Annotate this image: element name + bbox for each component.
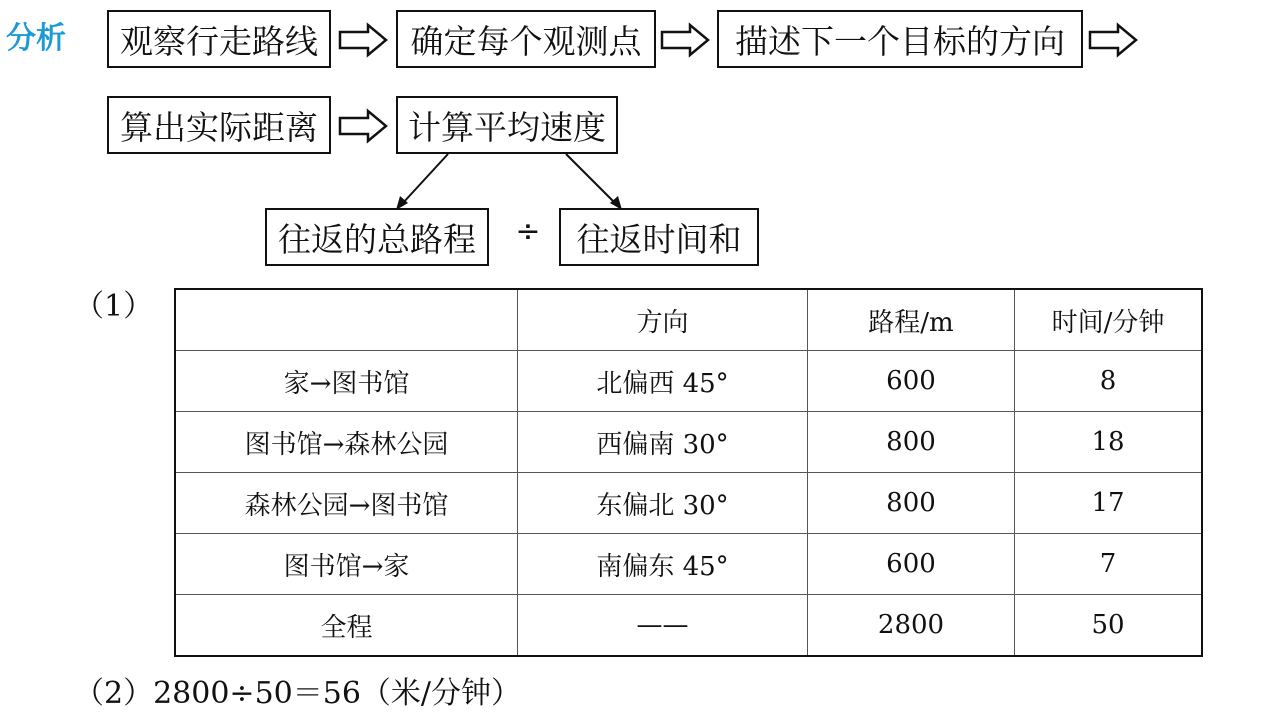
table-header-time: 时间/分钟: [1015, 289, 1203, 351]
table-cell-distance: 800: [808, 473, 1015, 534]
table-cell-distance: 2800: [808, 595, 1015, 657]
table-cell-time: 50: [1015, 595, 1203, 657]
table-row-total: [175, 595, 1202, 657]
flow-step-determine-points: 确定每个观测点: [396, 10, 656, 68]
table-header-distance: 路程/m: [808, 289, 1015, 351]
table-cell-segment: 森林公园→图书馆: [175, 473, 518, 534]
part2-answer: （2）2800÷50＝56（米/分钟）: [74, 676, 522, 711]
part1-label: （1）: [74, 289, 154, 324]
table-cell-time: 18: [1015, 412, 1203, 473]
table-cell-direction: 南偏东 45°: [518, 534, 808, 595]
table-cell-distance: 600: [808, 534, 1015, 595]
table-row: [175, 351, 1202, 412]
table-cell-distance: 600: [808, 351, 1015, 412]
table-header-direction: 方向: [518, 289, 808, 351]
table-cell-time: 8: [1015, 351, 1203, 412]
table-cell-time: 17: [1015, 473, 1203, 534]
division-sign: ÷: [515, 214, 541, 249]
flow-step-actual-distance: 算出实际距离: [107, 96, 331, 154]
flow-arrow-2: [660, 22, 712, 58]
flow-arrow-4: [338, 108, 390, 144]
table-row: [175, 473, 1202, 534]
table-cell-distance: 800: [808, 412, 1015, 473]
table-cell-direction: 北偏西 45°: [518, 351, 808, 412]
table-header-row: [175, 289, 1202, 351]
table-header-cell: [175, 289, 518, 351]
flow-step-total-distance: 往返的总路程: [265, 208, 489, 266]
analysis-label: 分析: [6, 21, 66, 56]
table-cell-direction: 东偏北 30°: [518, 473, 808, 534]
flow-step-observe-route: 观察行走路线: [107, 10, 331, 68]
table-cell-segment: 图书馆→家: [175, 534, 518, 595]
flow-step-average-speed: 计算平均速度: [396, 96, 618, 154]
flow-arrow-1: [338, 22, 390, 58]
table-cell-segment: 全程: [175, 595, 518, 657]
branch-arrows: [380, 150, 640, 212]
table-row: [175, 534, 1202, 595]
route-table: [174, 288, 1203, 657]
table-cell-direction: 西偏南 30°: [518, 412, 808, 473]
flow-step-total-time: 往返时间和: [559, 208, 759, 266]
table-cell-direction: ——: [518, 595, 808, 657]
table-row: [175, 412, 1202, 473]
table-cell-time: 7: [1015, 534, 1203, 595]
table-cell-segment: 家→图书馆: [175, 351, 518, 412]
table-cell-segment: 图书馆→森林公园: [175, 412, 518, 473]
flow-step-describe-direction: 描述下一个目标的方向: [717, 10, 1083, 68]
flow-arrow-3: [1088, 22, 1140, 58]
